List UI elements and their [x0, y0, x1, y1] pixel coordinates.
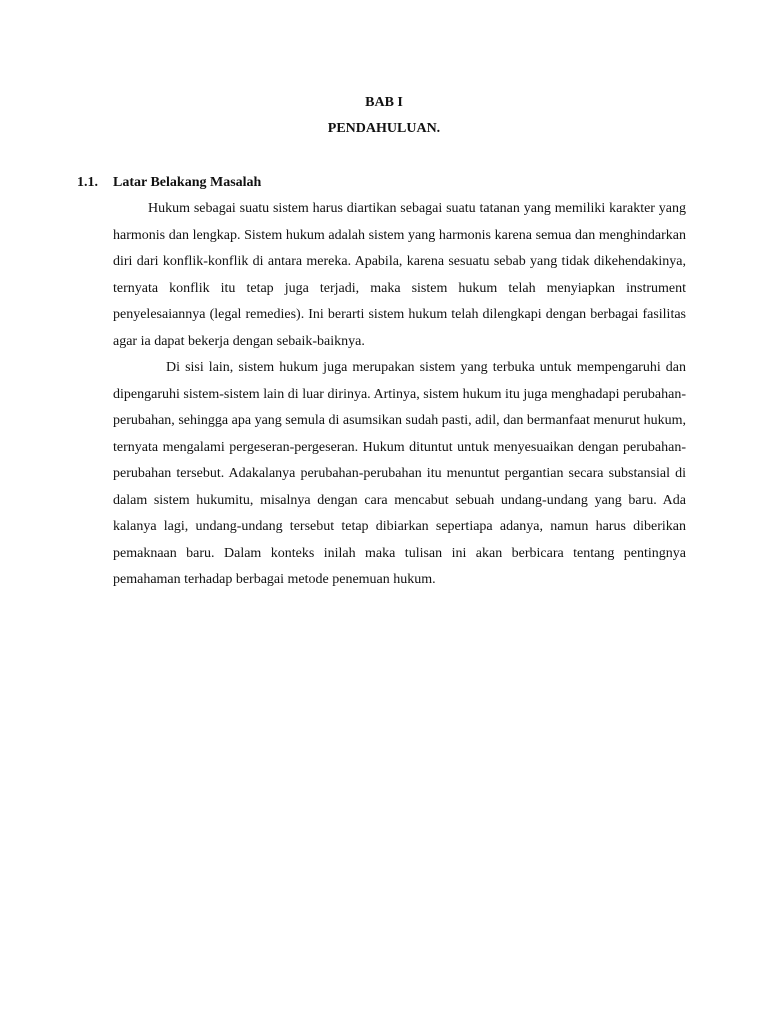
section-heading: [77, 173, 261, 193]
section-number: 1.1.: [77, 175, 98, 190]
body-paragraph: Hukum sebagai suatu sistem harus diartikan sebagai suatu tatanan yang memiliki karakter yang harmonis dan lengkap. Sistem hukum adalah sistem yang harmonis karena semua dan menghindarkan diri dari konflik-konflik di antara mereka. Apabila, karena sesuatu sebab yang tidak dikehendakinya, ternyata konflik itu tetap juga terjadi, maka sistem hukum telah menyiapkan instrument penyelesaiannya (legal remedies). Ini berarti sistem hukum telah dilengkapi dengan berbagai fasilitas agar ia dapat bekerja dengan sebaik-baiknya.: [113, 201, 686, 349]
chapter-title: PENDAHULUAN.: [327, 121, 441, 136]
section-title: Latar Belakang Masalah: [113, 175, 262, 190]
body-paragraph: Di sisi lain, sistem hukum juga merupakan sistem yang terbuka untuk mempengaruhi dan dipengaruhi sistem-sistem lain di luar dirinya. Artinya, sistem hukum itu juga menghadapi perubahan-perubahan, sehingga apa yang semula di asumsikan sudah pasti, adil, dan bermanfaat menurut hukum, ternyata mengalami pergeseran-pergeseran. Hukum dituntut untuk menyesuaikan dengan perubahan-perubahan tersebut. Adakalanya perubahan-perubahan itu menuntut pergantian secara substansial di dalam sistem hukumitu, misalnya dengan cara mencabut sebuah undang-undang yang baru. Ada kalanya lagi, undang-undang tersebut tetap dibiarkan sepertiapa adanya, namun harus diberikan pemaknaan baru. Dalam konteks inilah maka tulisan ini akan berbicara tentang pentingnya pemahaman terhadap berbagai metode penemuan hukum.: [113, 360, 686, 587]
chapter-label: BAB I: [365, 95, 403, 110]
